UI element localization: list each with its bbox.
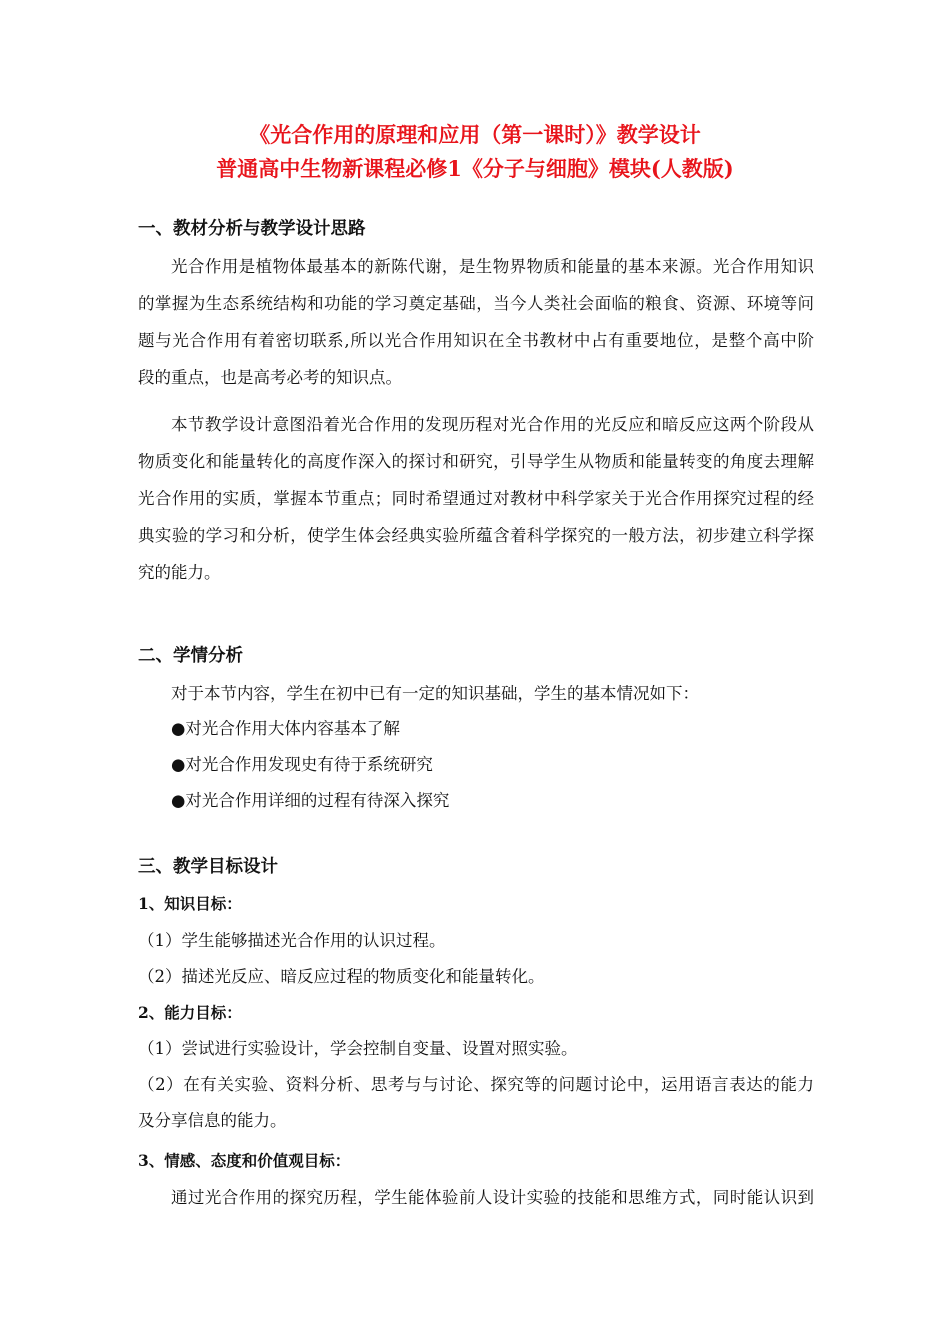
ability-goal-heading: 2、能力目标： (138, 1003, 242, 1022)
section1-heading: 一、教材分析与教学设计思路 (138, 219, 366, 239)
paragraph-line: 究的能力。 (138, 563, 221, 582)
document-title: 《光合作用的原理和应用（第一课时）》教学设计 (249, 122, 701, 147)
paragraph-line: 物质变化和能量转化的高度作深入的探讨和研究，引导学生从物质和能量转变的角度去理解 (138, 452, 814, 471)
paragraph-line: 的掌握为生态系统结构和功能的学习奠定基础，当今人类社会面临的粮食、资源、环境等问 (138, 294, 814, 313)
paragraph-line: 本节教学设计意图沿着光合作用的发现历程对光合作用的光反应和暗反应这两个阶段从 (171, 415, 814, 434)
section2-intro: 对于本节内容，学生在初中已有一定的知识基础，学生的基本情况如下： (171, 684, 699, 703)
goal-item: （1）学生能够描述光合作用的认识过程。 (138, 931, 446, 950)
paragraph-line: 通过光合作用的探究历程，学生能体验前人设计实验的技能和思维方式，同时能认识到 (171, 1188, 814, 1207)
paragraph-line: 光合作用是植物体最基本的新陈代谢，是生物界物质和能量的基本来源。光合作用知识 (171, 257, 814, 276)
list-item: ●对光合作用大体内容基本了解 (171, 719, 400, 738)
document-subtitle: 普通高中生物新课程必修1《分子与细胞》模块(人教版) (216, 156, 734, 181)
goal-item-continuation: 及分享信息的能力。 (138, 1111, 287, 1130)
paragraph-line: 题与光合作用有着密切联系,所以光合作用知识在全书教材中占有重要地位，是整个高中阶 (138, 331, 814, 350)
knowledge-goal-heading: 1、知识目标： (138, 894, 242, 913)
section3-heading: 三、教学目标设计 (138, 857, 278, 877)
paragraph-line: 段的重点，也是高考必考的知识点。 (138, 368, 402, 387)
list-item: ●对光合作用发现史有待于系统研究 (171, 755, 433, 774)
goal-item: （2）描述光反应、暗反应过程的物质变化和能量转化。 (138, 967, 545, 986)
paragraph-line: 光合作用的实质，掌握本节重点；同时希望通过对教材中科学家关于光合作用探究过程的经 (138, 489, 814, 508)
paragraph-line: 典实验的学习和分析，使学生体会经典实验所蕴含着科学探究的一般方法，初步建立科学探 (138, 526, 814, 545)
section2-heading: 二、学情分析 (138, 646, 243, 666)
goal-item: （2）在有关实验、资料分析、思考与与讨论、探究等的问题讨论中，运用语言表达的能力 (138, 1075, 814, 1094)
list-item: ●对光合作用详细的过程有待深入探究 (171, 791, 450, 810)
emotion-goal-heading: 3、情感、态度和价值观目标： (138, 1151, 351, 1170)
goal-item: （1）尝试进行实验设计，学会控制自变量、设置对照实验。 (138, 1039, 578, 1058)
